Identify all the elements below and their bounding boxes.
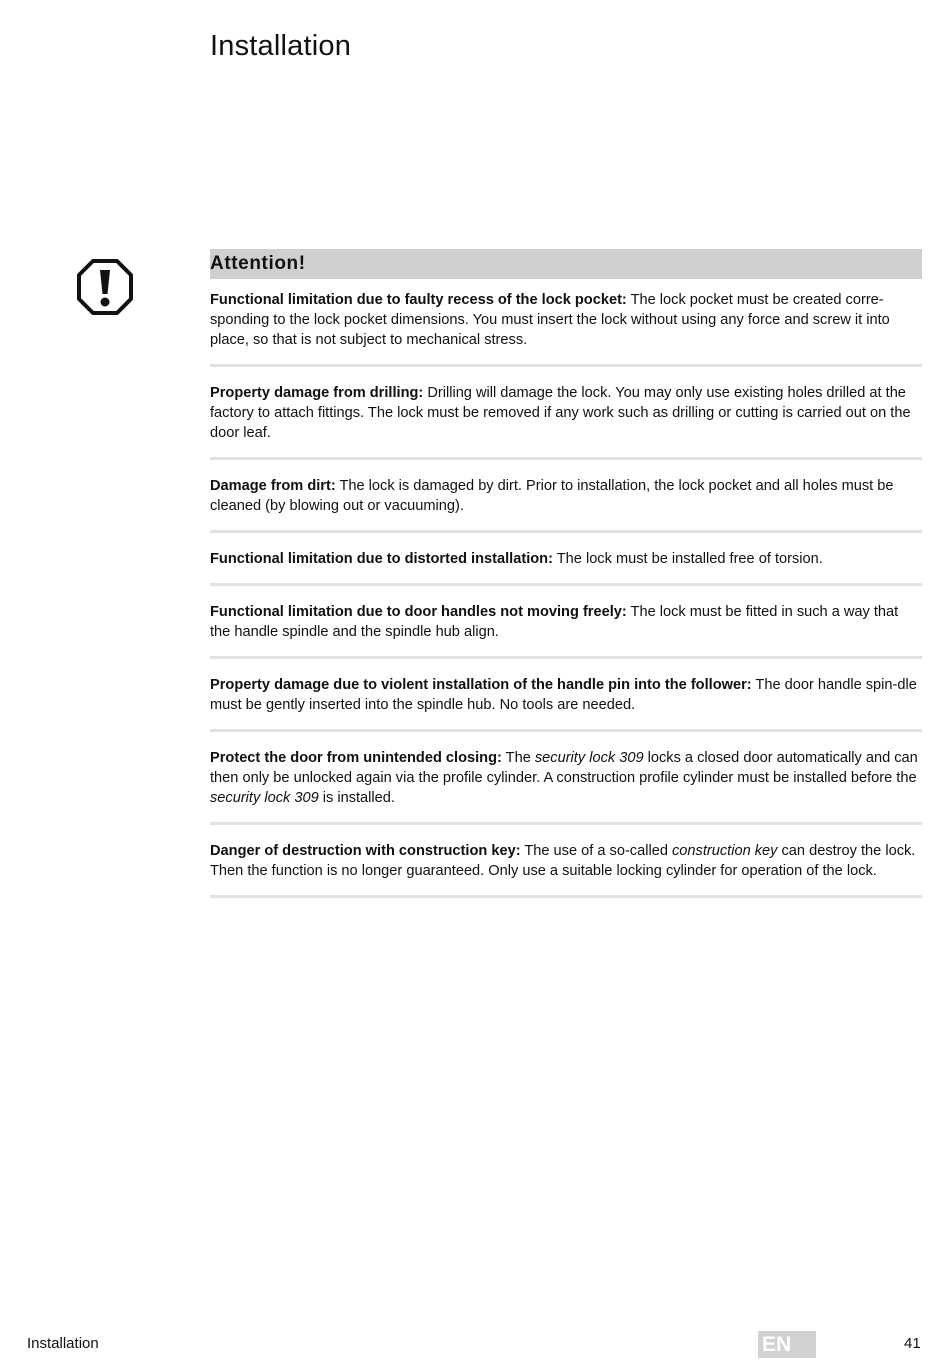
attention-title: Attention! xyxy=(210,253,306,274)
item-text: The lock pocket must be created corre-sponding to the lock pocket dimensions. You must insert the lock without using any force and screw it into place, so that is not subject to mechanical stress. xyxy=(210,292,890,348)
attention-header xyxy=(210,249,922,279)
item-text: is installed. xyxy=(318,790,395,806)
item-lead: Protect the door from unintended closing: xyxy=(210,750,502,766)
term: construction key xyxy=(672,843,778,859)
item-lead: Functional limitation due to faulty recess of the lock pocket: xyxy=(210,292,627,308)
octagon-exclamation-icon xyxy=(76,258,134,316)
list-item xyxy=(210,748,922,825)
list-item xyxy=(210,290,922,367)
list-item xyxy=(210,383,922,460)
list-item xyxy=(210,602,922,659)
list-item xyxy=(210,675,922,732)
item-text: The xyxy=(501,750,535,766)
item-text: The use of a so-called xyxy=(520,843,672,859)
item-lead: Danger of destruction with construction key: xyxy=(210,843,521,859)
item-lead: Property damage due to violent installation of the handle pin into the follower: xyxy=(210,677,752,693)
product-name: security lock 309 xyxy=(210,790,319,806)
language-badge: EN xyxy=(758,1331,816,1358)
item-text: can destroy the lock. Then the function is no longer guaranteed. Only use a suitable locking cylinder for operation of the lock. xyxy=(210,843,916,879)
page-title: Installation xyxy=(210,30,352,62)
item-text: The door handle spin-dle must be gently inserted into the spindle hub. No tools are needed. xyxy=(210,677,917,713)
attention-items xyxy=(210,290,922,914)
item-text: The lock is damaged by dirt. Prior to installation, the lock pocket and all holes must be cleaned (by blowing out or vacuuming). xyxy=(210,478,894,514)
item-text: Drilling will damage the lock. You may only use existing holes drilled at the factory to attach fittings. The lock must be removed if any work such as drilling or cutting is carried out on the door leaf. xyxy=(210,385,911,441)
item-lead: Functional limitation due to door handles not moving freely: xyxy=(210,604,627,620)
item-lead: Property damage from drilling: xyxy=(210,385,424,401)
item-text: locks a closed door automatically and can then only be unlocked again via the profile cylinder. A construction profile cylinder must be installed before the xyxy=(210,750,918,786)
item-lead: Functional limitation due to distorted installation: xyxy=(210,551,553,567)
list-item xyxy=(210,476,922,533)
page-number: 41 xyxy=(904,1335,921,1352)
item-text: The lock must be fitted in such a way that the handle spindle and the spindle hub align. xyxy=(210,604,899,640)
list-item xyxy=(210,841,922,898)
footer-section-label: Installation xyxy=(27,1335,99,1352)
product-name: security lock 309 xyxy=(534,750,644,766)
item-text: The lock must be installed free of torsion. xyxy=(552,551,823,567)
list-item xyxy=(210,549,922,586)
item-lead: Damage from dirt: xyxy=(210,478,336,494)
